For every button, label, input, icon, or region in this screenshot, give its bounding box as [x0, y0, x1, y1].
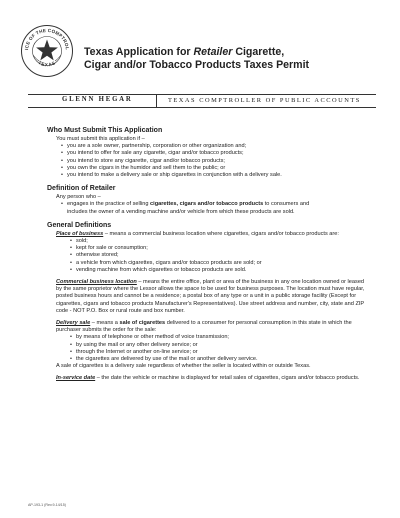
list-item: • through the Internet or another on-line service; or: [76, 349, 367, 356]
list-item: • by means of telephone or other method of voice transmission;: [76, 334, 367, 341]
agency-name: TEXAS COMPTROLLER OF PUBLIC ACCOUNTS: [168, 96, 361, 104]
delivery-list: [56, 334, 367, 363]
form-number: AP-193-1 (Rev.9-14/15): [28, 503, 66, 507]
comptroller-name: GLENN HEGAR: [62, 96, 133, 103]
list-item: • you own the cigars in the humidor and sell them to the public; or: [67, 165, 367, 172]
place-list: [56, 238, 367, 274]
section-heading: Who Must Submit This Application: [47, 127, 163, 134]
list-item: • sold;: [76, 238, 367, 245]
list-item: • a vehicle from which cigarettes, cigars and/or tobacco products are sold; or: [76, 260, 367, 267]
retailer-list: [47, 201, 367, 215]
retailer-definition-section: Definition of Retailer Any person who – • engages in the practice of selling cigarettes, cigars and/or tobacco products to consumers and includes the owner of a vending machine and/or vehicle from which these products are sold.: [47, 185, 367, 216]
form-title: Texas Application for Retailer Cigarette, Cigar and/or Tobacco Products Taxes Permit: [84, 46, 310, 71]
list-item: • you are a sole owner, partnership, corporation or other organization and;: [67, 143, 367, 150]
star-icon: [36, 40, 58, 61]
comptroller-banner: [28, 94, 376, 108]
place-of-business-definition: Place of business – means a commercial business location where cigarettes, cigars and/or tobacco products are:: [56, 230, 339, 237]
list-item: • vending machine from which cigarettes or tobacco products are sold.: [76, 267, 367, 274]
general-definitions-section: [47, 222, 367, 383]
list-item: • by using the mail or any other delivery service; or: [76, 342, 367, 349]
list-item: • kept for sale or consumption;: [76, 245, 367, 252]
list-item: • otherwise stored;: [76, 252, 367, 259]
list-item: • you intend to make a delivery sale or ship cigarettes in conjunction with a delivery sale.: [67, 172, 367, 179]
banner-divider: [156, 95, 157, 107]
commercial-location-definition: Commercial business location – means the entire office, plant or area of the business in any one location owned or leased by the same proprietor where the Lessor allows the space to be used for business purposes. The location must have regular, posted business hours and cannot be a residence; a postal box of any type or a unit in a public storage facility (Except for cigarettes, cigars and tobacco products Manufacturer's Representatives). Use street address and number, city, state and ZIP code - NOT P.O. Box or rural route and box number.: [56, 279, 365, 314]
delivery-note: A sale of cigarettes is a delivery sale regardless of whether the seller is located within or outside Texas.: [56, 363, 311, 370]
in-service-date-definition: In-service date – the date the vehicle or machine is displayed for retail sales of cigarettes, cigars and/or tobacco products.: [56, 375, 360, 382]
who-list: [47, 143, 367, 179]
document-body: [47, 127, 367, 383]
delivery-sale-definition: Delivery sale – means a sale of cigarettes delivered to a consumer for personal consumption in this state in which the purchaser submits the order for the sale:: [56, 320, 352, 334]
who-must-submit-section: Who Must Submit This Application You must submit this application if – • you are a sole owner, partnership, corporation or other organization and; • you intend to offer for sale any cigarette, cigar and/or tobacco products; • you intend to store any cigarette, cigar and/or tobacco products; • you own the cigars in the humidor and sell them to the public; or • you intend to make a delivery sale or ship cigarettes in conjunction with a delivery sale.: [47, 127, 367, 179]
seal-top-text: ICE OF THE COMPTROL: [24, 27, 71, 51]
section-heading: Definition of Retailer: [47, 185, 116, 193]
list-item: • you intend to store any cigarette, cigar and/or tobacco products;: [67, 158, 367, 165]
list-item: • engages in the practice of selling cigarettes, cigars and/or tobacco products to consumers and includes the owner of a vending machine and/or vehicle from which these products are sold.: [67, 201, 367, 215]
list-item: • the cigarettes are delivered by use of the mail or another delivery service.: [76, 356, 367, 363]
list-item: • you intend to offer for sale any cigarette, cigar and/or tobacco products;: [67, 150, 367, 157]
comptroller-seal: [20, 24, 74, 78]
seal-bottom-text: TEXAS: [37, 59, 57, 68]
section-heading: General Definitions: [47, 221, 112, 229]
svg-text:TEXAS: [37, 60, 56, 67]
